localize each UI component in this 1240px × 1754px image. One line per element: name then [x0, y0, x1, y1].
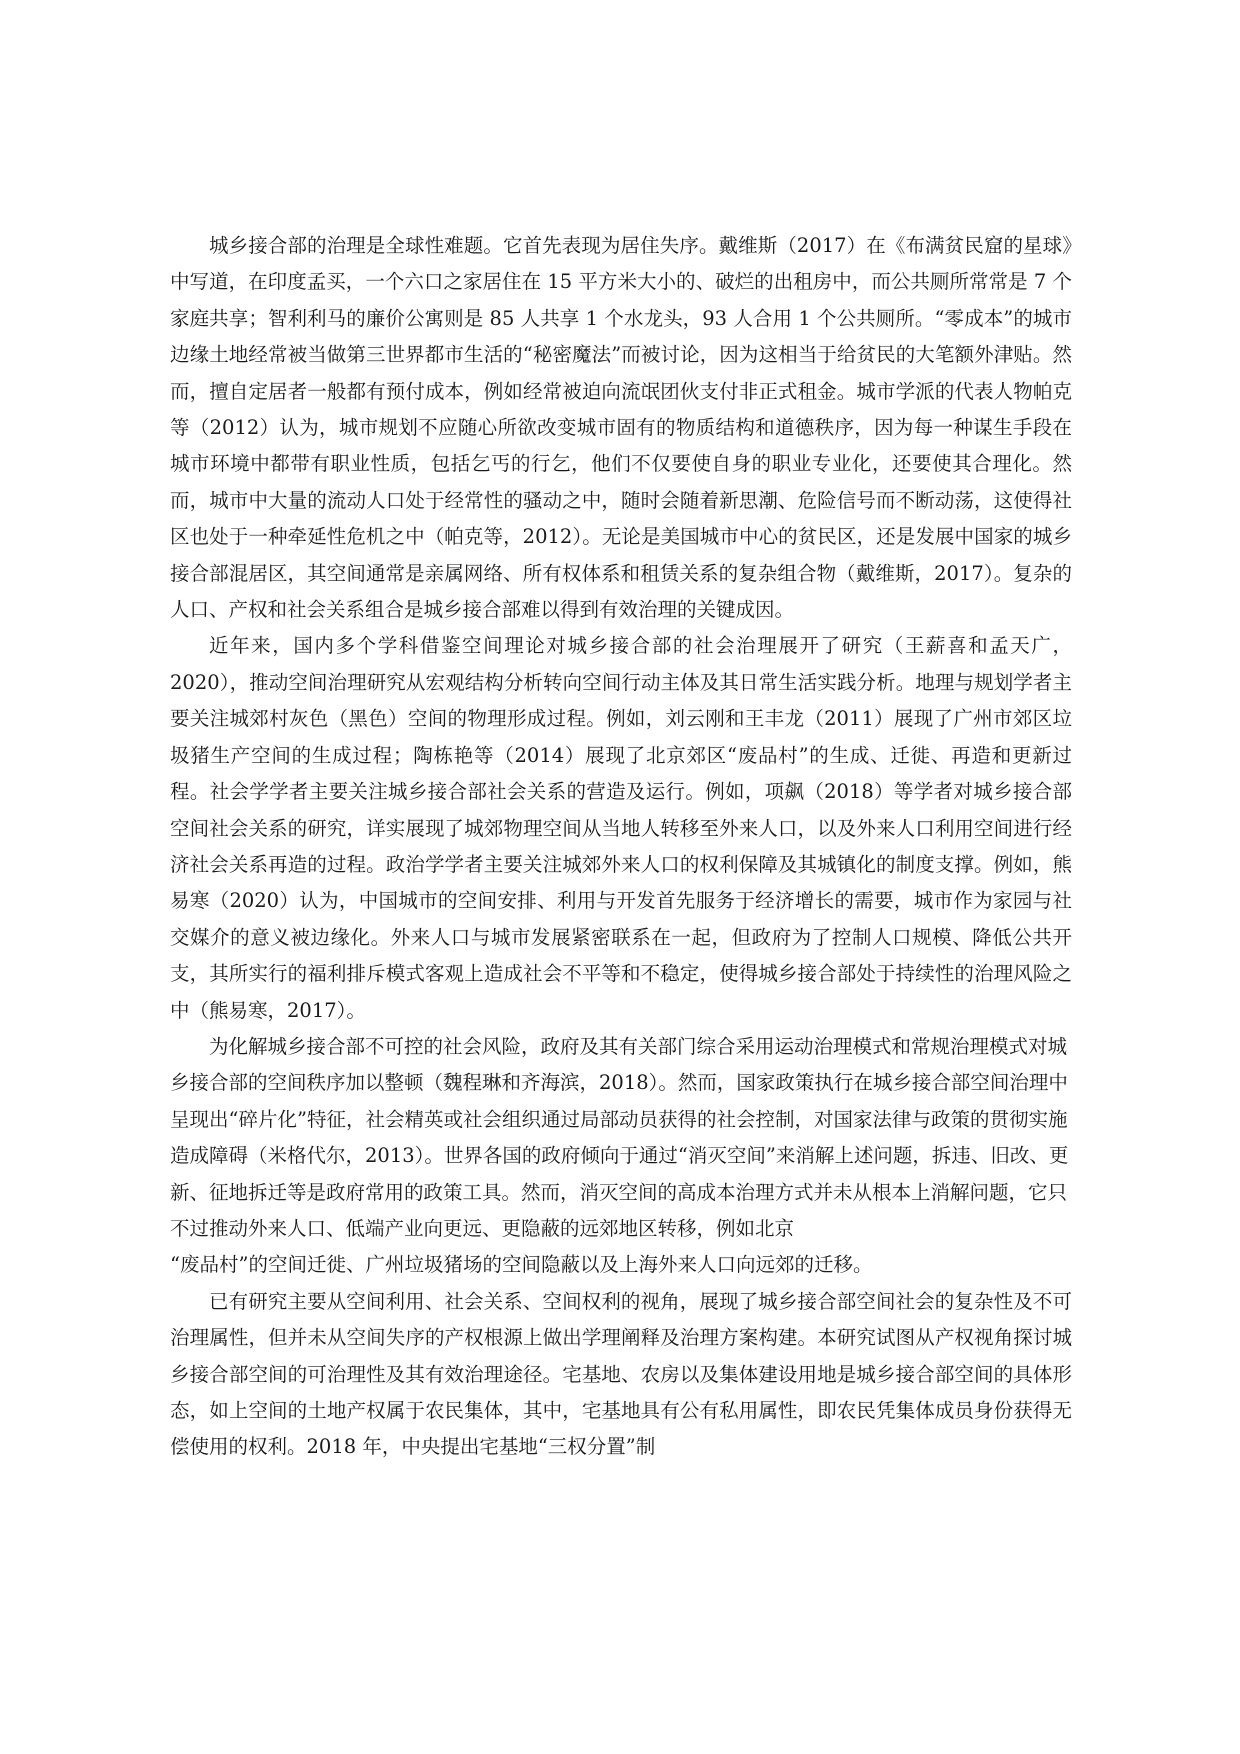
paragraph-3-continuation: “废品村”的空间迁徙、广州垃圾猪场的空间隐蔽以及上海外来人口向远郊的迁移。 [170, 1253, 873, 1277]
paragraph-4: 已有研究主要从空间利用、社会关系、空间权利的视角，展现了城乡接合部空间社会的复杂性及不可治理属性，但并未从空间失序的产权根源上做出学理阐释及治理方案构建。本研究试图从产权视角探讨城乡接合部空间的可治理性及其有效治理途径。宅基地、农房以及集体建设用地是城乡接合部空间的具体形态，如上空间的土地产权属于农民集体，其中，宅基地具有公有私用属性，即农民凭集体成员身份获得无偿使用的权利。2018 年，中央提出宅基地“三权分置”制 [170, 1289, 1072, 1459]
paragraph-3: 为化解城乡接合部不可控的社会风险，政府及其有关部门综合采用运动治理模式和常规治理模式对城乡接合部的空间秩序加以整顿（魏程琳和齐海滨，2018）。然而，国家政策执行在城乡接合部空间治理中呈现出“碎片化”特征，社会精英或社会组织通过局部动员获得的社会控制，对国家法律与政策的贯彻实施造成障碍（米格代尔，2013）。世界各国的政府倾向于通过“消灭空间”来消解上述问题，拆违、旧改、更新、征地拆迁等是政府常用的政策工具。然而，消灭空间的高成本治理方式并未从根本上消解问题，它只不过推动外来人口、低端产业向更远、更隐蔽的远郊地区转移，例如北京 [170, 1034, 1069, 1240]
body-text [170, 228, 1072, 1466]
paragraph-2: 近年来，国内多个学科借鉴空间理论对城乡接合部的社会治理展开了研究（王薪喜和孟天广，2020），推动空间治理研究从宏观结构分析转向空间行动主体及其日常生活实践分析。地理与规划学者主要关注城郊村灰色（黑色）空间的物理形成过程。例如，刘云刚和王丰龙（2011）展现了广州市郊区垃圾猪生产空间的生成过程；陶栋艳等（2014）展现了北京郊区“废品村”的生成、迁徙、再造和更新过程。社会学学者主要关注城乡接合部社会关系的营造及运行。例如，项飙（2018）等学者对城乡接合部空间社会关系的研究，详实展现了城郊物理空间从当地人转移至外来人口，以及外来人口利用空间进行经济社会关系再造的过程。政治学学者主要关注城郊外来人口的权利保障及其城镇化的制度支撑。例如，熊易寒（2020）认为，中国城市的空间安排、利用与开发首先服务于经济增长的需要，城市作为家园与社交媒介的意义被边缘化。外来人口与城市发展紧密联系在一起，但政府为了控制人口规模、降低公共开支，其所实行的福利排斥模式客观上造成社会不平等和不稳定，使得城乡接合部处于持续性的治理风险之中（熊易寒，2017）。 [170, 634, 1072, 1022]
paragraph-1: 城乡接合部的治理是全球性难题。它首先表现为居住失序。戴维斯（2017）在《布满贫民窟的星球》中写道，在印度孟买，一个六口之家居住在 15 平方米大小的、破烂的出租房中，而公共厕所常常是 7 个家庭共享；智利利马的廉价公寓则是 85 人共享 1 个水龙头，93 人合用 1 个公共厕所。“零成本”的城市边缘土地经常被当做第三世界都市生活的“秘密魔法”而被讨论，因为这相当于给贫民的大笔额外津贴。然而，擅自定居者一般都有预付成本，例如经常被迫向流氓团伙支付非正式租金。城市学派的代表人物帕克等（2012）认为，城市规划不应随心所欲改变城市固有的物质结构和道德秩序，因为每一种谋生手段在城市环境中都带有职业性质，包括乞丐的行乞，他们不仅要使自身的职业专业化，还要使其合理化。然而，城市中大量的流动人口处于经常性的骚动之中，随时会随着新思潮、危险信号而不断动荡，这使得社区也处于一种牵延性危机之中（帕克等，2012）。无论是美国城市中心的贫民区，还是发展中国家的城乡接合部混居区，其空间通常是亲属网络、所有权体系和租赁关系的复杂组合物（戴维斯，2017）。复杂的人口、产权和社会关系组合是城乡接合部难以得到有效治理的关键成因。 [170, 234, 1072, 622]
